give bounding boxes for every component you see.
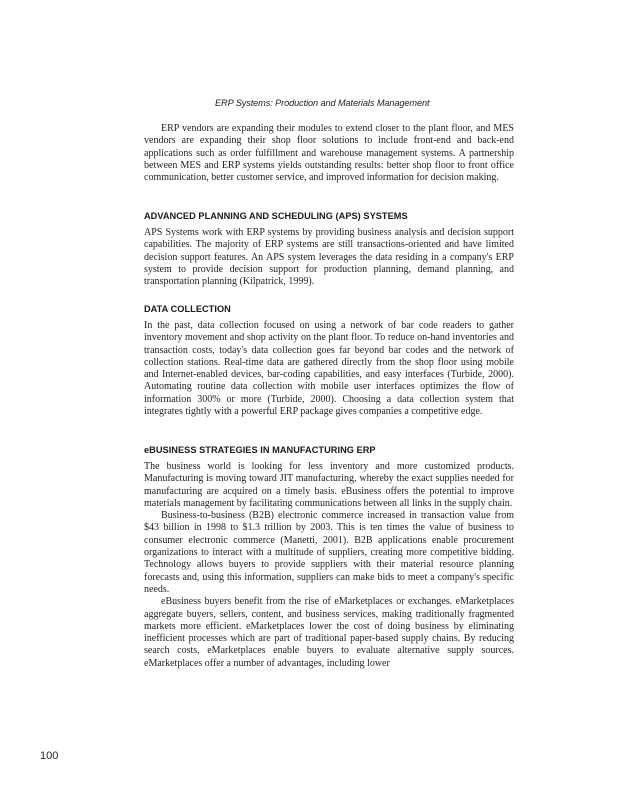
paragraph: In the past, data collection focused on using a network of bar code readers to gather inventory movement and shop activity on the plant floor. To reduce on-hand inventories and transaction costs, today's data collection goes far beyond bar codes and the network of collection stations. Real-time data are gathered directly from the shop floor using mobile and Internet-enabled devices, bar-coding capabilities, and easy interfaces (Turbide, 2000). Automating routine data collection with mobile user interfaces optimizes the flow of information 300% or more (Turbide, 2000). Choosing a data collection system that integrates tightly with a powerful ERP package gives companies a competitive edge. [144,320,514,418]
page-number: 100 [40,750,59,762]
section-ebusiness [144,461,514,670]
section-intro [144,123,514,184]
paragraph: The business world is looking for less inventory and more customized products. Manufacturing is moving toward JIT manufacturing, whereby the exact supplies needed for manufacturing are acquired on a timely basis. eBusiness offers the potential to improve materials management by facilitating communications between all links in the supply chain. [144,461,514,509]
section-heading-aps: ADVANCED PLANNING AND SCHEDULING (APS) SYSTEMS [144,211,408,221]
paragraph: APS Systems work with ERP systems by providing business analysis and decision support capabilities. The majority of ERP systems are still transactions-oriented and have limited decision support features. An APS system leverages the data residing in a company's ERP system to provide decision support for production planning, demand planning, and transportation planning (Kilpatrick, 1999). [144,227,514,288]
section-heading-ebusiness: eBUSINESS STRATEGIES IN MANUFACTURING ERP [144,445,376,455]
section-data-collection [144,320,514,418]
section-aps [144,227,514,288]
section-heading-data-collection: DATA COLLECTION [144,304,231,314]
paragraph: Business-to-business (B2B) electronic commerce increased in transaction value from $43 billion in 1998 to $1.3 trillion by 2003. This is ten times the value of business to consumer electronic commerce (Manetti, 2001). B2B applications enable procurement organizations to interact with a multitude of suppliers, creating more competitive bidding. Technology allows buyers to provide suppliers with their material resource planning forecasts and, using this information, suppliers can make bids to meet a company's specific needs. [144,510,514,595]
running-head: ERP Systems: Production and Materials Management [215,98,430,108]
paragraph: eBusiness buyers benefit from the rise of eMarketplaces or exchanges. eMarketplaces aggregate buyers, sellers, content, and business services, making traditionally fragmented markets more efficient. eMarketplaces lower the cost of doing business by eliminating inefficient processes which are part of traditional paper-based supply chains. By reducing search costs, eMarketplaces enable buyers to evaluate alternative supply sources. eMarketplaces offer a number of advantages, including lower [144,596,514,669]
paragraph: ERP vendors are expanding their modules to extend closer to the plant floor, and MES vendors are expanding their shop floor solutions to include front-end and back-end applications such as order fulfillment and warehouse management systems. A partnership between MES and ERP systems yields outstanding results: better shop floor to front office communication, better customer service, and improved information for decision making. [144,123,514,184]
